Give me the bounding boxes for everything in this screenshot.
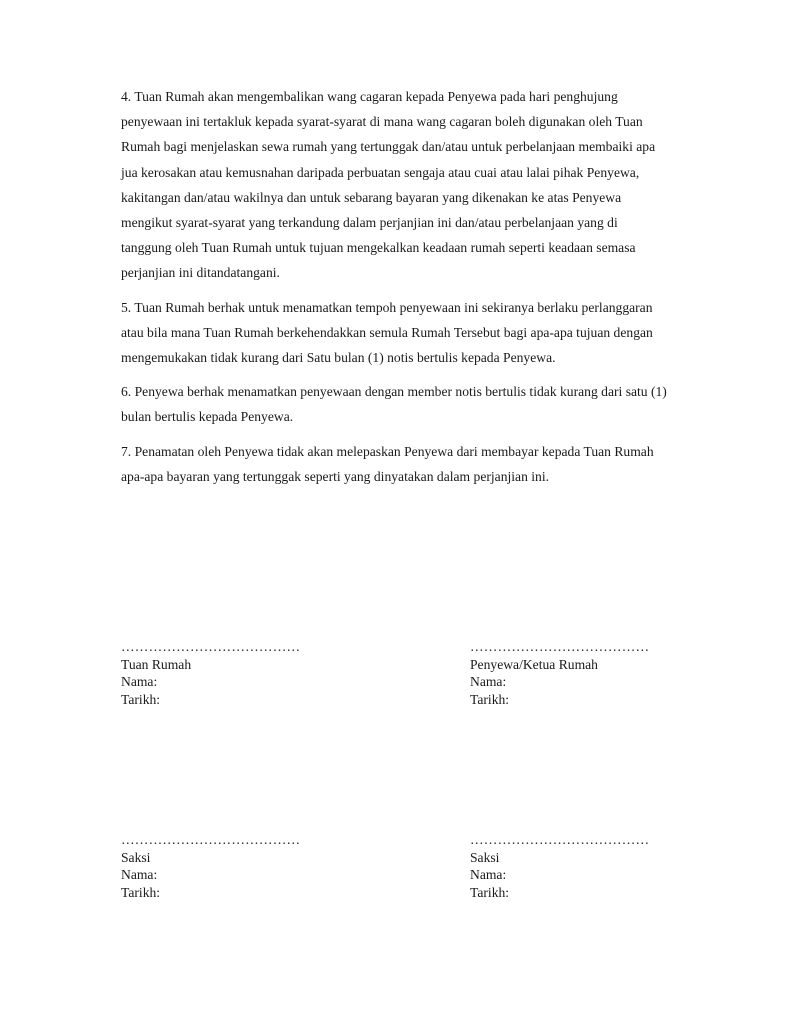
signature-role: Saksi <box>121 849 151 865</box>
clause-4: 4. Tuan Rumah akan mengembalikan wang cagaran kepada Penyewa pada hari penghujung penyewaan ini tertakluk kepada syarat-syarat di mana wang cagaran boleh digunakan oleh Tuan Rumah bagi menjelaskan sewa rumah yang tertunggak dan/atau untuk perbelanjaan membaiki apa jua kerosakan atau kemusnahan daripada perbuatan sengaja atau cuai atau lalai pihak Penyewa, kakitangan dan/atau wakilnya dan untuk sebarang bayaran yang dikenakan ke atas Penyewa mengikut syarat-syarat yang terkandung dalam perjanjian ini dan/atau perbelanjaan yang di tanggung oleh Tuan Rumah untuk tujuan mengekalkan keadaan rumah seperti keadaan semasa perjanjian ini ditandatangani. <box>121 89 656 281</box>
signature-date-label: Tarikh: <box>121 691 161 707</box>
agreement-clauses <box>121 84 669 498</box>
signature-name-label: Nama: <box>470 867 507 883</box>
signature-date-label: Tarikh: <box>470 691 510 707</box>
signature-block-witness-2 <box>470 831 720 901</box>
signature-name-label: Nama: <box>470 674 507 690</box>
signature-line: ………………………………… <box>121 832 301 847</box>
clause-5: 5. Tuan Rumah berhak untuk menamatkan tempoh penyewaan ini sekiranya berlaku perlanggaran atau bila mana Tuan Rumah berkehendakkan semula Rumah Tersebut bagi apa-apa tujuan dengan mengemukakan tidak kurang dari Satu bulan (1) notis bertulis kepada Penyewa. <box>121 299 653 366</box>
clause-6: 6. Penyewa berhak menamatkan penyewaan dengan member notis bertulis tidak kurang dari satu (1) bulan bertulis kepada Penyewa. <box>121 384 667 425</box>
signature-line: ………………………………… <box>121 639 301 654</box>
signature-name-label: Nama: <box>121 674 158 690</box>
signature-name-label: Nama: <box>121 867 158 883</box>
signature-role: Penyewa/Ketua Rumah <box>470 656 598 672</box>
signature-role: Tuan Rumah <box>121 656 192 672</box>
signature-role: Saksi <box>470 849 500 865</box>
signature-date-label: Tarikh: <box>470 884 510 900</box>
signature-block-landlord <box>121 638 371 708</box>
signature-line: ………………………………… <box>470 832 650 847</box>
signature-line: ………………………………… <box>470 639 650 654</box>
signature-block-witness-1 <box>121 831 371 901</box>
signature-block-tenant <box>470 638 720 708</box>
signature-date-label: Tarikh: <box>121 884 161 900</box>
clause-7: 7. Penamatan oleh Penyewa tidak akan melepaskan Penyewa dari membayar kepada Tuan Rumah apa-apa bayaran yang tertunggak seperti yang dinyatakan dalam perjanjian ini. <box>121 443 654 484</box>
